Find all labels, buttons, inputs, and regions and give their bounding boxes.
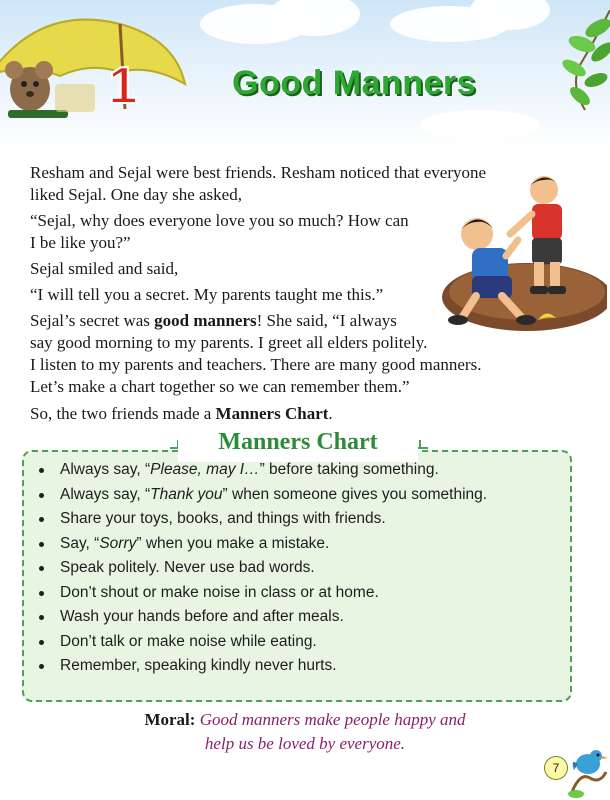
list-item bbox=[34, 532, 564, 557]
item-text: Don’t shout or make noise in class or at home. bbox=[60, 583, 379, 601]
list-item bbox=[34, 507, 564, 532]
story-text: ! She said, “I always bbox=[256, 311, 397, 330]
list-item bbox=[34, 458, 564, 483]
bullet-icon bbox=[39, 566, 44, 571]
bullet-icon bbox=[39, 542, 44, 547]
list-item bbox=[34, 630, 564, 655]
bold-phrase: Manners Chart bbox=[215, 404, 329, 423]
story-line: liked Sejal. One day she asked, bbox=[30, 185, 242, 204]
story-line: “I will tell you a secret. My parents taught me this.” bbox=[30, 285, 384, 304]
bullet-icon bbox=[39, 640, 44, 645]
list-item bbox=[34, 483, 564, 508]
moral-line-2 bbox=[0, 732, 610, 756]
item-text: Always say, “ bbox=[60, 485, 151, 503]
item-text: Always say, “ bbox=[60, 461, 151, 478]
item-text: Share your toys, books, and things with friends. bbox=[60, 510, 386, 527]
story-line: I be like you?” bbox=[30, 233, 131, 252]
children-helping-illustration bbox=[432, 172, 607, 334]
bullet-icon bbox=[39, 664, 44, 669]
moral-label: Moral: bbox=[144, 710, 196, 729]
bullet-icon bbox=[39, 517, 44, 522]
item-text: Wash your hands before and after meals. bbox=[60, 608, 344, 625]
list-item bbox=[34, 605, 564, 630]
bold-phrase: good manners bbox=[154, 311, 257, 330]
bullet-icon bbox=[39, 615, 44, 620]
item-text: ” when you make a mistake. bbox=[136, 534, 330, 552]
chart-title: Manners Chart bbox=[178, 424, 418, 462]
story-text: So, the two friends made a bbox=[30, 404, 216, 423]
item-emphasis: Sorry bbox=[99, 534, 137, 552]
list-item bbox=[34, 654, 564, 679]
story-line bbox=[30, 403, 590, 425]
item-emphasis: Please, may I… bbox=[150, 461, 260, 478]
list-item bbox=[34, 581, 564, 606]
page-title: Good Manners bbox=[232, 64, 477, 102]
story-line: Resham and Sejal were best friends. Resham noticed that everyone bbox=[30, 163, 487, 182]
list-item bbox=[34, 556, 564, 581]
bird-icon bbox=[566, 742, 610, 800]
item-text: Don’t talk or make noise while eating. bbox=[60, 632, 317, 650]
story-line: say good morning to my parents. I greet all elders politely. bbox=[30, 333, 428, 352]
mouse-under-umbrella-icon bbox=[0, 14, 190, 124]
item-text: Remember, speaking kindly never hurts. bbox=[60, 657, 337, 674]
item-emphasis: Thank you bbox=[150, 485, 223, 503]
item-text: ” when someone gives you something. bbox=[222, 485, 488, 503]
moral-text: Good manners make people happy and bbox=[199, 710, 466, 729]
bullet-icon bbox=[39, 591, 44, 596]
item-text: Speak politely. Never use bad words. bbox=[60, 559, 315, 576]
story-line: “Sejal, why does everyone love you so much? How can bbox=[30, 211, 409, 230]
story-text: . bbox=[328, 404, 333, 423]
item-text: ” before taking something. bbox=[259, 461, 439, 478]
bullet-icon bbox=[39, 493, 44, 498]
page-number: 7 bbox=[544, 756, 568, 780]
story-text: Sejal’s secret was bbox=[30, 311, 155, 330]
story-line: Sejal smiled and said, bbox=[30, 259, 179, 278]
cloud-shape bbox=[420, 110, 540, 140]
chapter-number: 1 bbox=[108, 57, 138, 115]
story-line: Let’s make a chart together so we can remember them.” bbox=[30, 377, 410, 396]
bullet-icon bbox=[39, 468, 44, 473]
item-text: Say, “ bbox=[60, 534, 100, 552]
leaf-icon bbox=[540, 10, 610, 120]
moral bbox=[0, 708, 610, 732]
story-line: I listen to my parents and teachers. There are many good manners. bbox=[30, 355, 482, 374]
moral-text: help us be loved by everyone. bbox=[204, 734, 406, 753]
manners-list bbox=[34, 458, 564, 679]
